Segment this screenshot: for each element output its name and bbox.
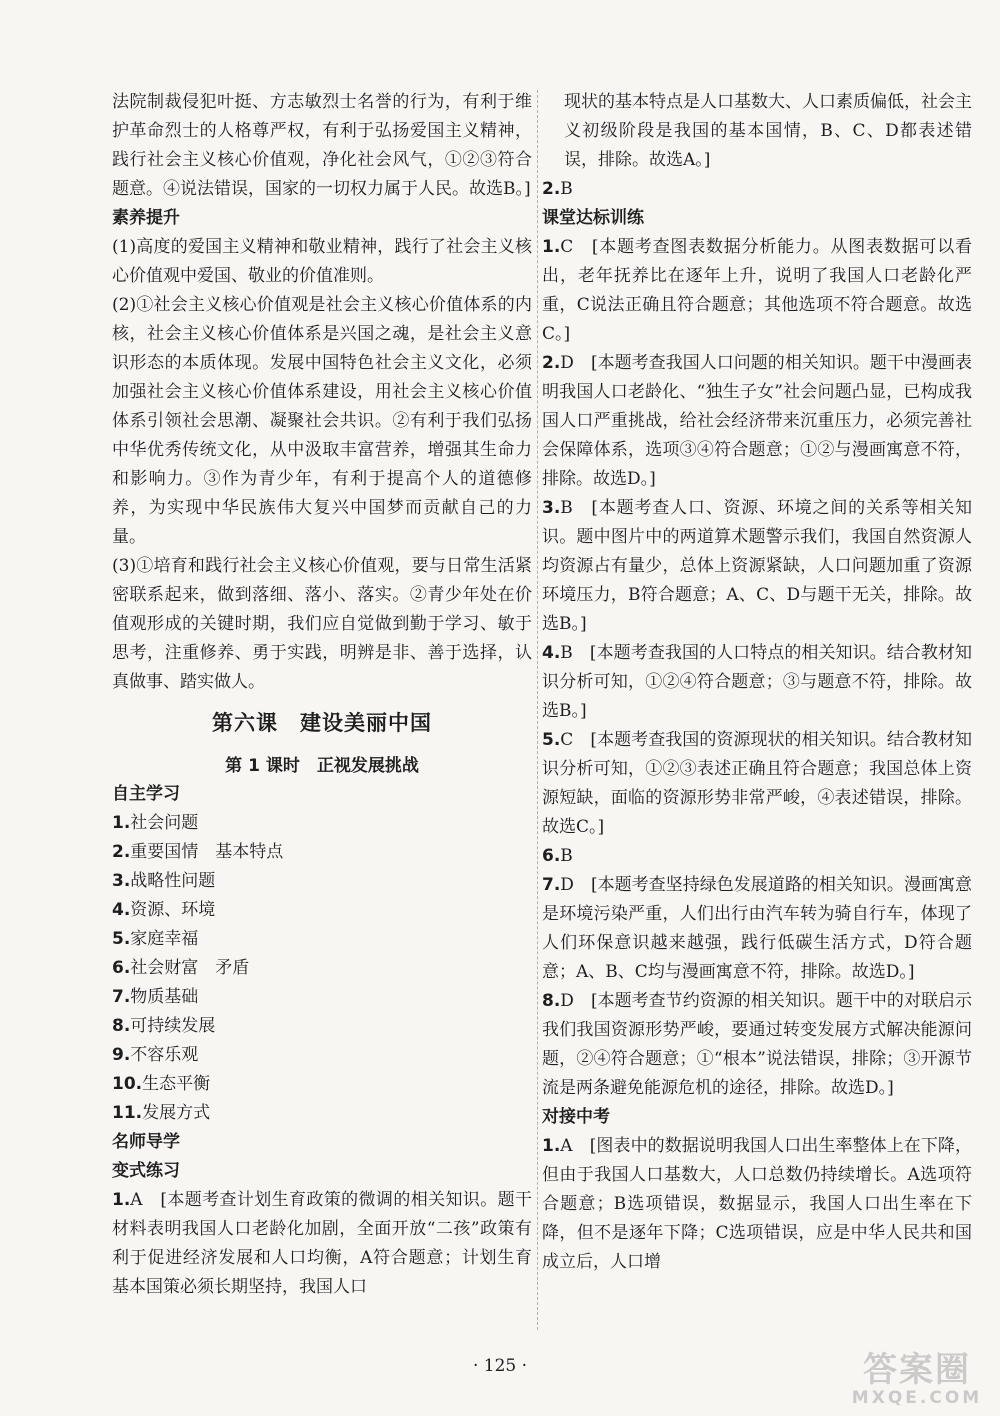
left-intro-paragraph: 法院制裁侵犯叶挺、方志敏烈士名誉的行为，有利于维护革命烈士的人格尊严权，有利于弘扬爱国主义精神，践行社会主义核心价值观，净化社会风气，①②③符合题意。④说法错误，国家的一切权力属于人民。故选B。] [112, 92, 532, 199]
suyang-heading: 素养提升 [112, 208, 180, 228]
ketang-answer: 7.D [本题考查坚持绿色发展道路的相关知识。漫画寓意是环境污染严重，人们出行由汽车转为骑自行车，体现了人们环保意识越来越强，践行低碳生活方式，D符合题意；A、B、C均与漫画寓意不符，排除。故选D。] [542, 875, 972, 982]
ketang-answer: 3.B [本题考查人口、资源、环境之间的关系等相关知识。题中图片中的两道算术题警示我们，我国自然资源人均资源占有量少，总体上资源紧缺，人口问题加重了资源环境压力，B符合题意；A、C、D与题干无关，排除。故选B。] [542, 498, 972, 634]
watermark-url: MXQE.COM [851, 1388, 983, 1408]
bianshi-heading: 变式练习 [112, 1161, 180, 1181]
ketang-answer: 2.D [本题考查我国人口问题的相关知识。题干中漫画表明我国人口老龄化、“独生子女”社会问题凸显，已构成我国人口严重挑战，给社会经济带来沉重压力，必须完善社会保障体系，选项③④符合题意；①②与漫画寓意不符，排除。故选D。] [542, 353, 972, 489]
list-item: 7.物质基础 [112, 987, 199, 1007]
column-divider [537, 90, 539, 1330]
zizhu-heading: 自主学习 [112, 784, 180, 804]
watermark-logo [842, 1352, 992, 1410]
duijie-heading: 对接中考 [542, 1107, 610, 1127]
list-item: 10.生态平衡 [112, 1074, 211, 1094]
ketang-answer: 1.C [本题考查图表数据分析能力。从图表数据可以看出，老年抚养比在逐年上升，说明了我国人口老龄化严重，C说法正确且符合题意；其他选项不符合题意。故选C。] [542, 237, 972, 344]
answer-2: 2.B [542, 179, 573, 199]
left-column [112, 88, 532, 1302]
suyang-item: (1)高度的爱国主义精神和敬业精神，践行了社会主义核心价值观中爱国、敬业的价值准则。 [112, 237, 532, 286]
list-item: 8.可持续发展 [112, 1016, 216, 1036]
list-item: 11.发展方式 [112, 1103, 211, 1123]
watermark-text: 答案圈 [863, 1350, 971, 1390]
page-number: · 125 · [472, 1356, 528, 1376]
list-item: 5.家庭幸福 [112, 929, 199, 949]
zizhu-list [112, 809, 532, 1128]
list-item: 3.战略性问题 [112, 871, 216, 891]
list-item: 1.社会问题 [112, 813, 199, 833]
suyang-item: (3)①培育和践行社会主义核心价值观，要与日常生活紧密联系起来，做到落细、落小、落实。②青少年处在价值观形成的关键时期，我们应自觉做到勤于学习、敏于思考，注重修养、勇于实践，明辨是非、善于选择，认真做事、踏实做人。 [112, 556, 532, 692]
lesson-subtitle: 第 1 课时 正视发展挑战 [225, 756, 419, 776]
ketang-answer: 4.B [本题考查我国的人口特点的相关知识。结合教材知识分析可知，①②④符合题意；③与题意不符，排除。故选B。] [542, 643, 972, 721]
list-item: 9.不容乐观 [112, 1045, 199, 1065]
mingshi-heading: 名师导学 [112, 1132, 180, 1152]
right-continuation: 现状的基本特点是人口基数大、人口素质偏低，社会主义初级阶段是我国的基本国情，B、C、D都表述错误，排除。故选A。] [564, 92, 972, 170]
list-item: 2.重要国情 基本特点 [112, 842, 284, 862]
list-item: 4.资源、环境 [112, 900, 216, 920]
duijie-answer-1: 1.A [图表中的数据说明我国人口出生率整体上在下降，但由于我国人口基数大，人口总数仍持续增长。A选项符合题意；B选项错误，数据显示，我国人口出生率在下降，但不是逐年下降；C选项错误，应是中华人民共和国成立后，人口增 [542, 1136, 972, 1272]
list-item: 6.社会财富 矛盾 [112, 958, 250, 978]
ketang-answer: 6.B [542, 846, 573, 866]
lesson-title: 第六课 建设美丽中国 [212, 711, 432, 735]
ketang-answer: 8.D [本题考查节约资源的相关知识。题干中的对联启示我们我国资源形势严峻，要通过转变发展方式解决能源问题，②④符合题意；①“根本”说法错误，排除；③开源节流是两条避免能源危机的途径，排除。故选D。] [542, 991, 972, 1098]
right-column [542, 88, 972, 1277]
suyang-item: (2)①社会主义核心价值观是社会主义核心价值体系的内核，社会主义核心价值体系是兴国之魂，是社会主义意识形态的本质体现。发展中国特色社会主义文化，必须加强社会主义核心价值体系建设，用社会主义核心价值体系引领社会思潮、凝聚社会共识。②有利于我们弘扬中华优秀传统文化，从中汲取丰富营养，增强其生命力和影响力。③作为青少年，有利于提高个人的道德修养，为实现中华民族伟大复兴中国梦而贡献自己的力量。 [112, 295, 532, 547]
bianshi-answer-1: 1.A [本题考查计划生育政策的微调的相关知识。题干材料表明我国人口老龄化加剧，全面开放“二孩”政策有利于促进经济发展和人口均衡，A符合题意；计划生育基本国策必须长期坚持，我国人口 [112, 1190, 532, 1297]
ketang-answer: 5.C [本题考查我国的资源现状的相关知识。结合教材知识分析可知，①②③表述正确且符合题意；我国总体上资源短缺，面临的资源形势非常严峻，④表述错误，排除。故选C。] [542, 730, 972, 837]
ketang-heading: 课堂达标训练 [542, 208, 644, 228]
